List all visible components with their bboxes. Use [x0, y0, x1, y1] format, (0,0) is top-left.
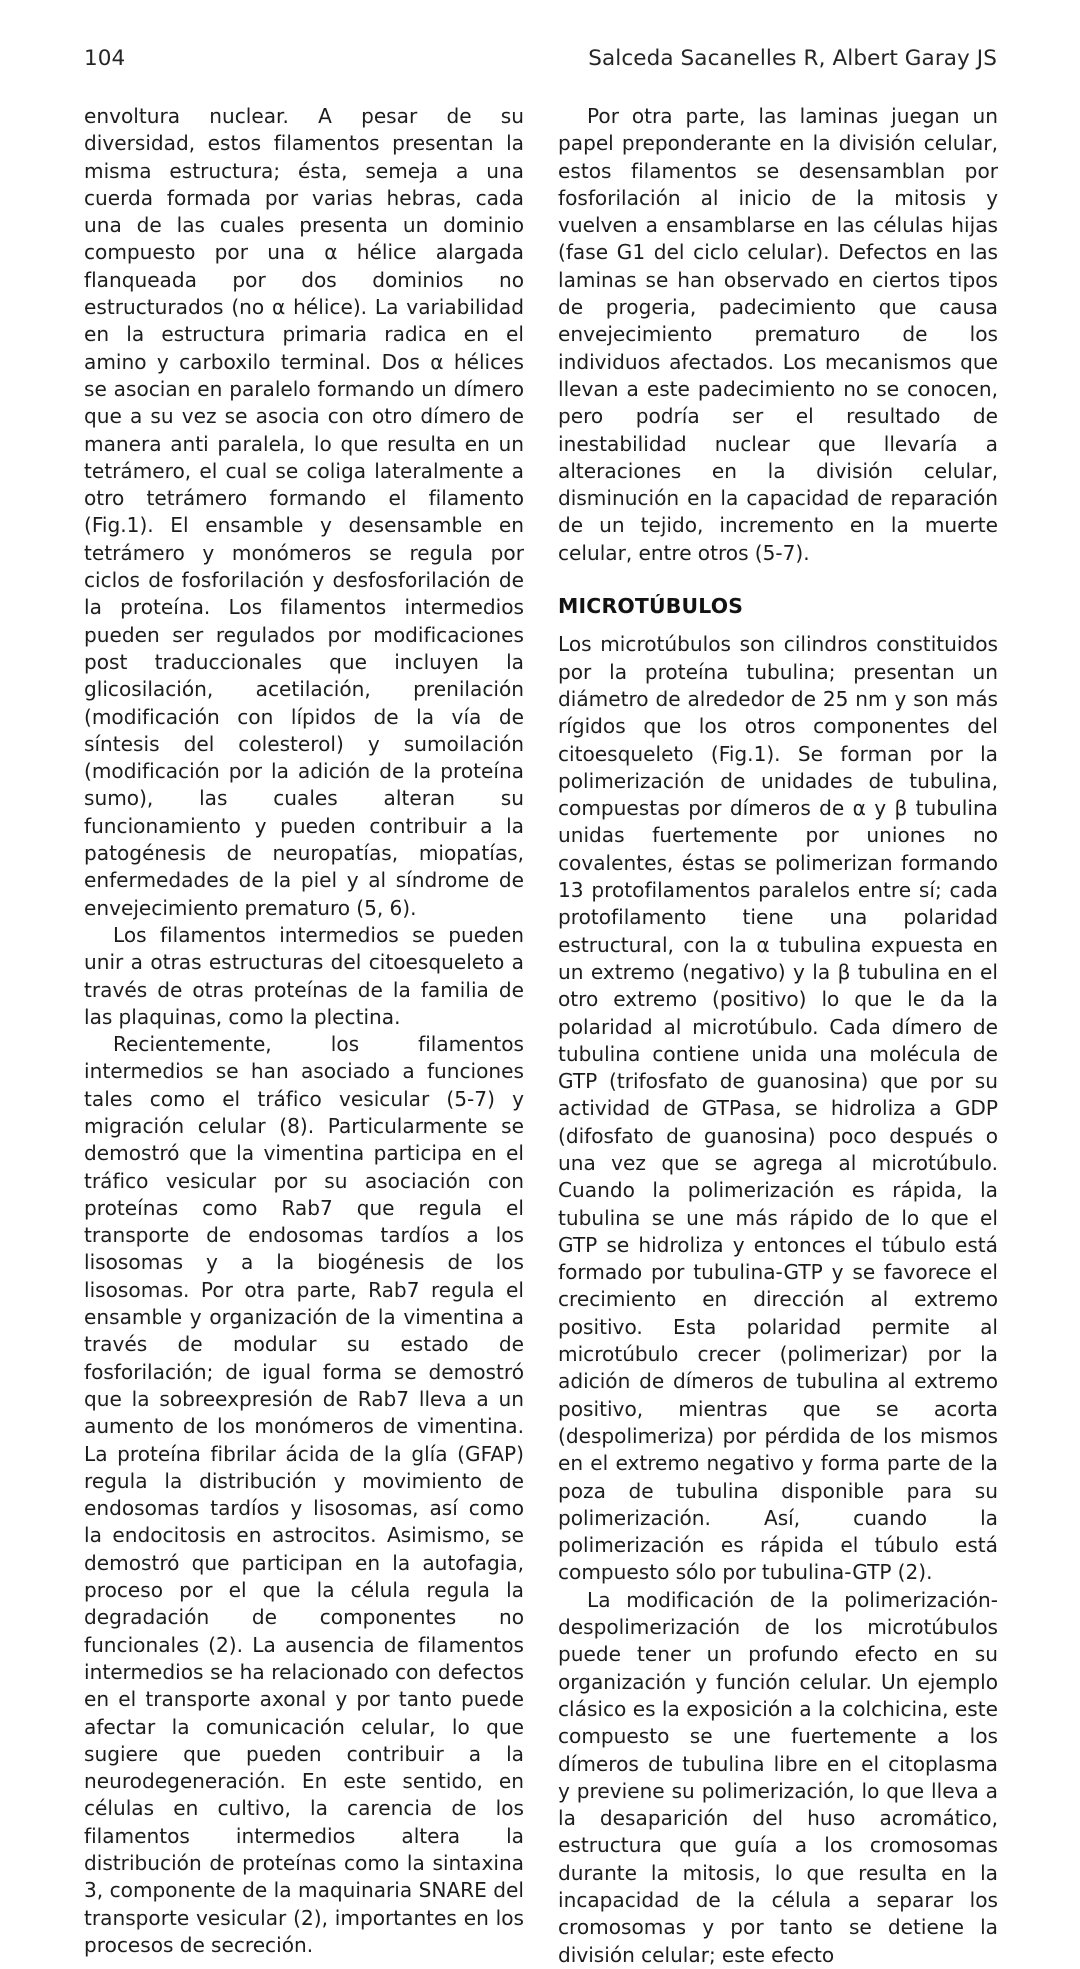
running-head — [84, 46, 997, 80]
paragraph-union-plectina: Los filamentos intermedios se pueden unir a otras estructuras del citoesqueleto a través de otras proteínas de la familia de las plaquinas, como la plectina. — [84, 922, 524, 1029]
page-number: 104 — [84, 46, 126, 71]
column-left — [84, 103, 524, 1959]
section-heading-microtubulos: MICROTÚBULOS — [558, 594, 744, 619]
running-head-authors: Salceda Sacanelles R, Albert Garay JS — [588, 46, 997, 71]
column-right — [558, 103, 998, 1969]
paragraph-microtubulos-1: Los microtúbulos son cilindros constituidos por la proteína tubulina; presentan un diámetro de alrededor de 25 nm y son más rígidos que los otros componentes del citoesqueleto (Fig.1). Se forman por la polimerización de unidades de tubulina, compuestas por dímeros de α y β tubulina unidas fuertemente por uniones no covalentes, éstas se polimerizan formando 13 protofilamentos paralelos entre sí; cada protofilamento tiene una polaridad estructural, con la α tubulina expuesta en un extremo (negativo) y la β tubulina en el otro extremo (positivo) lo que le da la polaridad al microtúbulo. Cada dímero de tubulina contiene unida una molécula de GTP (trifosfato de guanosina) que por su actividad de GTPasa, se hidroliza a GDP (difosfato de guanosina) poco después o una vez que se agrega al microtúbulo. Cuando la polimerización es rápida, la tubulina se une más rápido de lo que el GTP se hidroliza y entonces el túbulo está formado por tubulina-GTP y se favorece el crecimiento en dirección al extremo positivo. Esta polaridad permite al microtúbulo crecer (polimerizar) por la adición de dímeros de tubulina al extremo positivo, mientras que se acorta (despolimeriza) por pérdida de los mismos en el extremo negativo y forma parte de la poza de tubulina disponible para su polimerización. Así, cuando la polimerización es rápida el túbulo está compuesto sólo por tubulina-GTP (2). — [558, 632, 998, 1585]
paragraph-colchicina: La modificación de la polimerización-despolimerización de los microtúbulos puede tener un profundo efecto en su organización y función celular. Un ejemplo clásico es la exposición a la colchicina, este compuesto se une fuertemente a los dímeros de tubulina libre en el citoplasma y previene su polimerización, lo que lleva a la desaparición del huso acromático, estructura que guía a los cromosomas durante la mitosis, lo que resulta en la incapacidad de la célula a separar los cromosomas y por tanto se detiene la división celular; este efecto — [558, 1587, 998, 1967]
paragraph-recientemente: Recientemente, los filamentos intermedios se han asociado a funciones tales como el tráfico vesicular (5-7) y migración celular (8). Particularmente se demostró que la vimentina participa en el tráfico vesicular por su asociación con proteínas como Rab7 que regula el transporte de endosomas tardíos a los lisosomas y a la biogénesis de los lisosomas. Por otra parte, Rab7 regula el ensamble y organización de la vimentina a través de modular su estado de fosforilación; de igual forma se demostró que la sobreexpresión de Rab7 lleva a un aumento de los monómeros de vimentina. La proteína fibrilar ácida de la glía (GFAP) regula la distribución y movimiento de endosomas tardíos y lisosomas, así como la endocitosis en astrocitos. Asimismo, se demostró que participan en la autofagia, proceso por el que la célula regula la degradación de componentes no funcionales (2). La ausencia de filamentos intermedios se ha relacionado con defectos en el transporte axonal y por tanto puede afectar la comunicación celular, lo que sugiere que pueden contribuir a la neurodegeneración. En este sentido, en células en cultivo, la carencia de los filamentos intermedios altera la distribución de proteínas como la sintaxina 3, componente de la maquinaria SNARE del transporte vesicular (2), importantes en los procesos de secreción. — [84, 1032, 524, 1957]
paragraph-envoltura: envoltura nuclear. A pesar de su diversidad, estos filamentos presentan la misma estructura; ésta, semeja a una cuerda formada por varias hebras, cada una de las cuales presenta un dominio compuesto por una α hélice alargada flanqueada por dos dominios no estructurados (no α hélice). La variabilidad en la estructura primaria radica en el amino y carboxilo terminal. Dos α hélices se asocian en paralelo formando un dímero que a su vez se asocia con otro dímero de manera anti paralela, lo que resulta en un tetrámero, el cual se coliga lateralmente a otro tetrámero formando el filamento (Fig.1). El ensamble y desensamble en tetrámero y monómeros se regula por ciclos de fosforilación y desfosforilación de la proteína. Los filamentos intermedios pueden ser regulados por modificaciones post traduccionales que incluyen la glicosilación, acetilación, prenilación (modificación con lípidos de la vía de síntesis del colesterol) y sumoilación (modificación por la adición de la proteína sumo), las cuales alteran su funcionamiento y pueden contribuir a la patogénesis de neuropatías, miopatías, enfermedades de la piel y al síndrome de envejecimiento prematuro (5, 6). — [84, 104, 524, 920]
paragraph-laminas: Por otra parte, las laminas juegan un papel preponderante en la división celular, estos filamentos se desensamblan por fosforilación al inicio de la mitosis y vuelven a ensamblarse en las células hijas (fase G1 del ciclo celular). Defectos en las laminas se han observado en ciertos tipos de progeria, padecimiento que causa envejecimiento prematuro de los individuos afectados. Los mecanismos que llevan a este padecimiento no se conocen, pero podría ser el resultado de inestabilidad nuclear que llevaría a alteraciones en la división celular, disminución en la capacidad de reparación de un tejido, incremento en la muerte celular, entre otros (5-7). — [558, 104, 998, 565]
body-columns — [84, 103, 998, 1967]
